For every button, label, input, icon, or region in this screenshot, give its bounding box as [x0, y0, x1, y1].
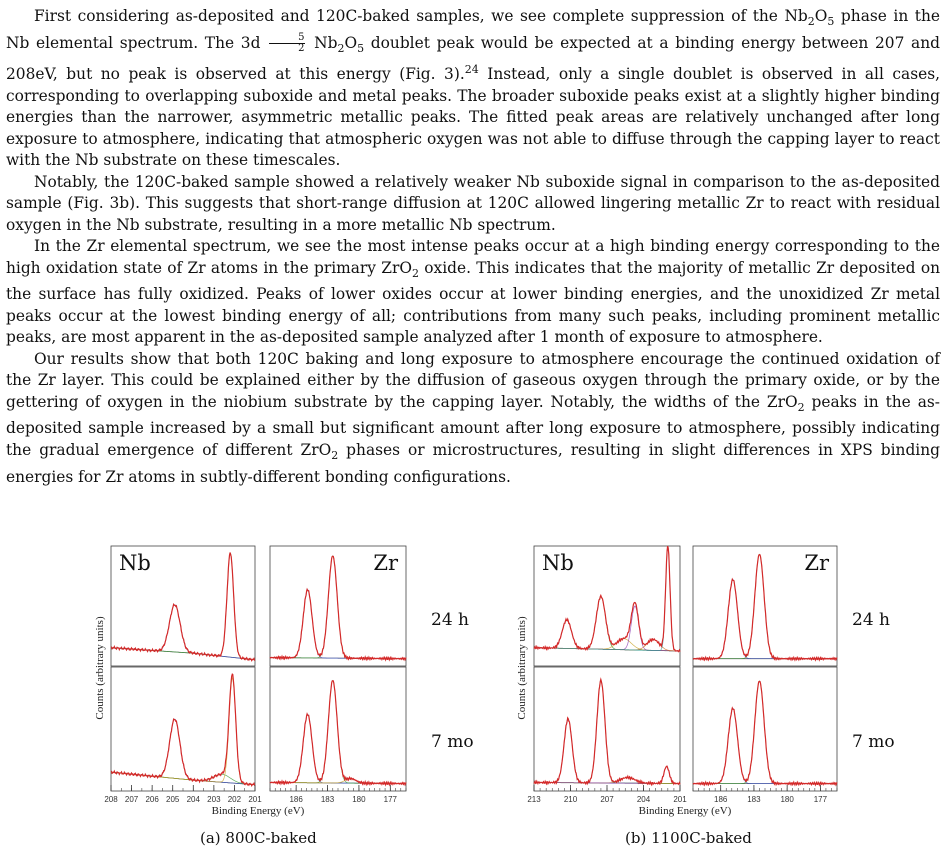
fit-component-line: [111, 605, 255, 660]
text-run: In the Zr elemental spectrum, we see the most intense peaks occur at a high binding energy corresponding to the high oxidation state of Zr atoms in the primary ZrO: [6, 237, 940, 277]
text-run: peaks in the as-deposited sample increased by a small but significant amount after long exposure to atmosphere, possibly indicating the gradual emergence of different ZrO: [6, 392, 940, 459]
text-run: oxide. This indicates that the majority of metallic Zr deposited on the surface has fully oxidized. Peaks of lower oxides occur at lower binding energies, and the unoxidized Zr metal peaks occur at the lowest binding energy of all; contributions from many such peaks, including prominent metallic peaks, are most apparent in the as-deposited sample analyzed after 1 month of exposure to atmosphere.: [6, 258, 940, 347]
text-run: phase in the Nb elemental spectrum. The 3d: [6, 7, 940, 52]
panel-nb-1: [111, 667, 255, 791]
text-run: Notably, the 120C-baked sample showed a relatively weaker Nb suboxide signal in comparison to the as-deposited sample (Fig. 3b). This suggests that short-range diffusion at 120C allowed lingering metallic Zr to react with residual oxygen in the Nb substrate, resulting in a more metallic Nb spectrum.: [6, 172, 940, 234]
text-run: Our results show that both 120C baking and long exposure to atmosphere encourage the continued oxidation of the Zr layer. This could be explained either by the diffusion of gaseous oxygen through the primary oxide, or by the gettering of oxygen in the niobium substrate by the capping layer. Notably, the widths of the ZrO: [6, 349, 940, 411]
figure-a: [94, 546, 474, 847]
panel-label-zr: Zr: [804, 551, 829, 575]
spectrum-line: [270, 681, 406, 785]
tick-label: 204: [186, 795, 200, 804]
row-label-24h: 24 h: [852, 610, 890, 630]
figure-b: [516, 546, 895, 847]
tick-label: 204: [636, 795, 651, 804]
subscript: 2: [331, 449, 339, 463]
figure-caption: (a) 800C-baked: [200, 829, 317, 847]
tick-label: 177: [383, 795, 397, 804]
tick-label: 180: [780, 795, 794, 804]
fit-component-line: [534, 680, 680, 783]
tick-label: 183: [320, 795, 335, 804]
tick-label: 206: [145, 795, 159, 804]
tick-label: 213: [527, 795, 541, 804]
panel-zr-1: [270, 667, 406, 791]
y-axis-label: Counts (arbitrary units): [94, 616, 106, 720]
subscript: 5: [357, 41, 365, 55]
y-axis-label: Counts (arbitrary units): [516, 616, 528, 720]
tick-label: 205: [166, 795, 180, 804]
x-axis-label: Binding Energy (eV): [638, 805, 732, 817]
text-run: O: [814, 7, 828, 25]
tick-label: 210: [563, 795, 578, 804]
tick-label: 202: [227, 795, 242, 804]
panel-zr-1: [693, 667, 837, 791]
tick-label: 186: [714, 795, 728, 804]
tick-label: 207: [600, 795, 614, 804]
row-label-24h: 24 h: [431, 610, 469, 630]
tick-label: 203: [207, 795, 221, 804]
numerator: 5: [269, 33, 305, 44]
text-run: O: [344, 33, 358, 52]
tick-label: 177: [813, 795, 828, 804]
subscript: 2: [807, 15, 815, 29]
subscript: 2: [797, 400, 805, 414]
text-run: First considering as-deposited and 120C-baked samples, we see complete suppression of the Nb: [34, 7, 808, 25]
figure-caption: (b) 1100C-baked: [625, 829, 752, 847]
row-label-7mo: 7 mo: [852, 732, 895, 752]
panel-label-zr: Zr: [373, 551, 398, 575]
tick-label: 186: [289, 795, 303, 804]
panel-nb-1: [534, 667, 680, 791]
panel-label-nb: Nb: [119, 551, 151, 575]
panel-frame: [534, 667, 680, 791]
spectrum-line: [693, 681, 837, 785]
subscript: 5: [827, 15, 835, 29]
tick-label: 183: [747, 795, 761, 804]
tick-label: 201: [673, 795, 687, 804]
tick-label: 207: [124, 795, 139, 804]
row-label-7mo: 7 mo: [431, 732, 474, 752]
tick-label: 180: [352, 795, 366, 804]
subscript: 2: [411, 266, 419, 280]
text-run: doublet peak would be expected at a binding energy between 207 and 208eV, but no peak is observed at this energy (Fig. 3).: [6, 33, 940, 84]
text-run: Instead, only a single doublet is observed in all cases, corresponding to overlapping suboxide and metal peaks. The broader suboxide peaks exist at a slightly higher binding energies than the narrower, asymmetric metallic peaks. The fitted peak areas are relatively unchanged after long exposure to atmosphere, indicating that atmospheric oxygen was not able to diffuse through the capping layer to react with the Nb substrate on these timescales.: [6, 65, 940, 170]
text-run: phases or microstructures, resulting in slight differences in XPS binding energies for Zr atoms in subtly-different bonding configurations.: [6, 440, 940, 486]
panel-label-nb: Nb: [542, 551, 574, 575]
text-run: Nb: [307, 33, 338, 52]
superscript: 24: [464, 63, 479, 77]
tick-label: 208: [104, 795, 118, 804]
spectrum-line: [111, 674, 255, 786]
fit-component-line: [693, 708, 837, 783]
x-axis-label: Binding Energy (eV): [211, 805, 305, 817]
fit-component-line: [693, 580, 837, 659]
fit-component-line: [111, 678, 255, 785]
subscript: 2: [337, 41, 345, 55]
tick-label: 201: [248, 795, 262, 804]
spectrum-line: [534, 680, 680, 785]
denominator: 2: [298, 43, 305, 55]
